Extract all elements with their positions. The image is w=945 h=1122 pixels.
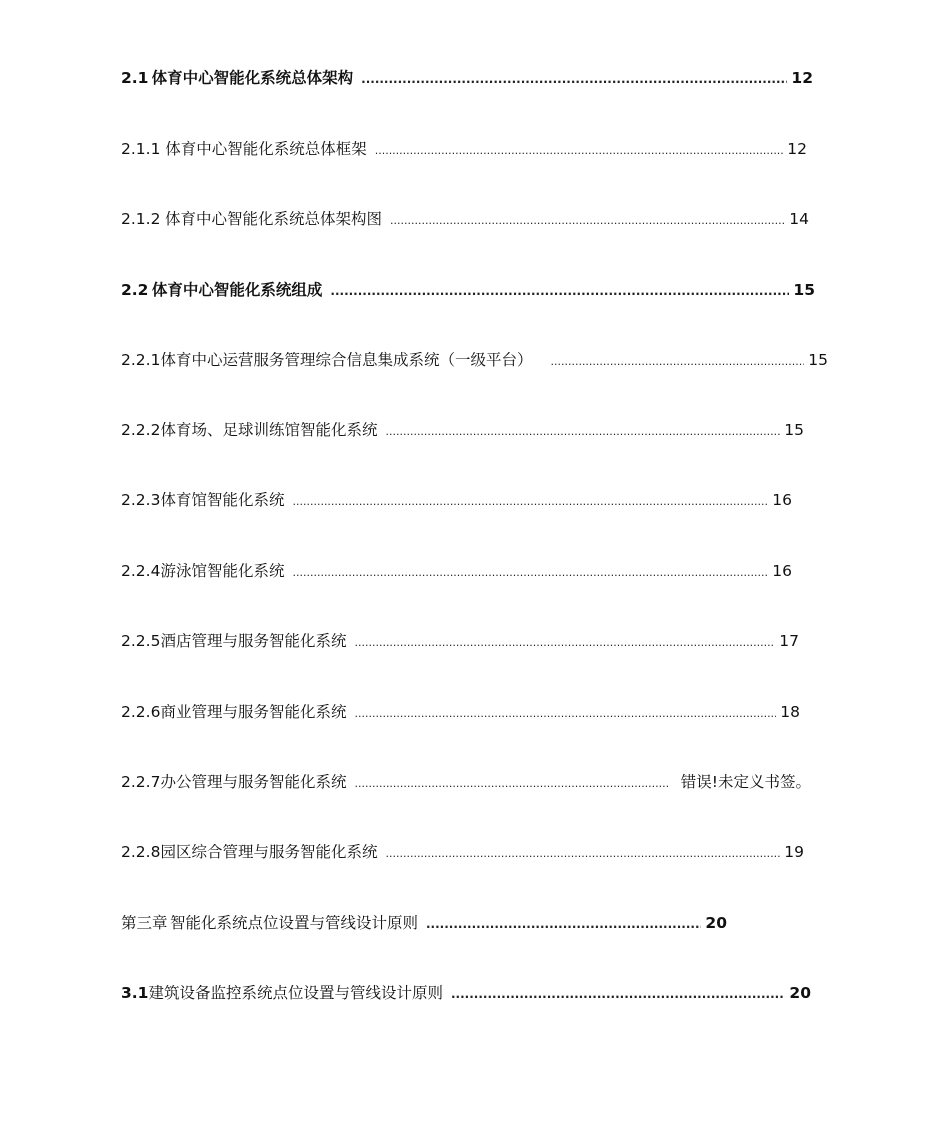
dot-leader: [426, 913, 701, 935]
toc-entry-page: 错误!未定义书签。: [680, 773, 811, 791]
toc-entry-title: 办公管理与服务智能化系统: [160, 773, 347, 791]
toc-entry[interactable]: [121, 982, 811, 1004]
toc-entry[interactable]: [121, 279, 815, 301]
toc-entry-page: 15: [784, 421, 804, 439]
toc-entry[interactable]: [121, 630, 799, 652]
dot-leader: [330, 280, 789, 302]
toc-entry-number: 2.2.6: [121, 703, 161, 721]
toc-entry[interactable]: [121, 419, 804, 441]
toc-entry-number: 2.1.2: [121, 210, 161, 228]
toc-entry-title: 体育中心智能化系统总体架构: [151, 69, 354, 87]
dot-leader: [361, 68, 787, 90]
toc-entry[interactable]: [121, 67, 813, 89]
toc-entry-number: 2.2.8: [121, 843, 161, 861]
dot-leader: [354, 773, 668, 795]
toc-entry-title: 体育中心智能化系统总体架构图: [165, 210, 383, 228]
toc-entry[interactable]: [121, 912, 727, 934]
toc-entry-number: 2.1: [121, 69, 149, 87]
toc-entry-page: 12: [787, 140, 807, 158]
toc-entry-title: 体育中心运营服务管理综合信息集成系统（一级平台）: [160, 351, 533, 369]
toc-entry-number: 2.2: [121, 281, 149, 299]
toc-entry-title: 游泳馆智能化系统: [160, 562, 285, 580]
toc-entry-page: 16: [772, 491, 792, 509]
toc-entry-number: 第三章: [121, 914, 168, 932]
toc-entry-page: 16: [772, 562, 792, 580]
toc-entry-title: 体育馆智能化系统: [160, 491, 285, 509]
dot-leader: [354, 703, 776, 725]
toc-entry-page: 15: [808, 351, 828, 369]
toc-entry-title: 体育场、足球训练馆智能化系统: [160, 421, 378, 439]
toc-entry-title: 智能化系统点位设置与管线设计原则: [169, 914, 418, 932]
toc-entry-number: 2.2.5: [121, 632, 161, 650]
toc-entry-number: 2.2.4: [121, 562, 161, 580]
toc-entry[interactable]: [121, 349, 828, 371]
toc-entry-title: 体育中心智能化系统总体框架: [165, 140, 367, 158]
toc-entry-number: 3.1: [121, 984, 149, 1002]
dot-leader: [292, 562, 768, 584]
dot-leader: [292, 491, 768, 513]
toc-entry-page: 20: [789, 984, 811, 1002]
toc-entry[interactable]: [121, 560, 792, 582]
toc-entry-title: 酒店管理与服务智能化系统: [160, 632, 347, 650]
dot-leader: [354, 632, 775, 654]
toc-entry[interactable]: [121, 701, 800, 723]
dot-leader: [385, 421, 780, 443]
toc-entry-title: 园区综合管理与服务智能化系统: [160, 843, 378, 861]
toc-entry-page: 14: [789, 210, 809, 228]
toc-entry[interactable]: [121, 138, 807, 160]
dot-leader: [550, 351, 804, 373]
toc-entry-page: 20: [705, 914, 727, 932]
toc-entry-number: 2.2.2: [121, 421, 161, 439]
toc-entry-page: 19: [784, 843, 804, 861]
dot-leader: [451, 983, 785, 1005]
toc-entry[interactable]: [121, 771, 811, 793]
toc-entry-title: 建筑设备监控系统点位设置与管线设计原则: [148, 984, 443, 1002]
toc-entry-title: 体育中心智能化系统组成: [151, 281, 323, 299]
toc-entry-number: 2.1.1: [121, 140, 161, 158]
toc-entry-page: 18: [780, 703, 800, 721]
dot-leader: [390, 210, 785, 232]
toc-entry[interactable]: [121, 489, 792, 511]
toc-entry-number: 2.2.3: [121, 491, 161, 509]
toc-entry[interactable]: [121, 208, 809, 230]
toc-entry-page: 12: [791, 69, 813, 87]
toc-entry[interactable]: [121, 841, 804, 863]
toc-entry-title: 商业管理与服务智能化系统: [160, 703, 347, 721]
toc-entry-number: 2.2.7: [121, 773, 161, 791]
dot-leader: [375, 140, 784, 162]
dot-leader: [385, 843, 780, 865]
toc-entry-page: 17: [779, 632, 799, 650]
toc-entry-page: 15: [793, 281, 815, 299]
toc-entry-number: 2.2.1: [121, 351, 161, 369]
